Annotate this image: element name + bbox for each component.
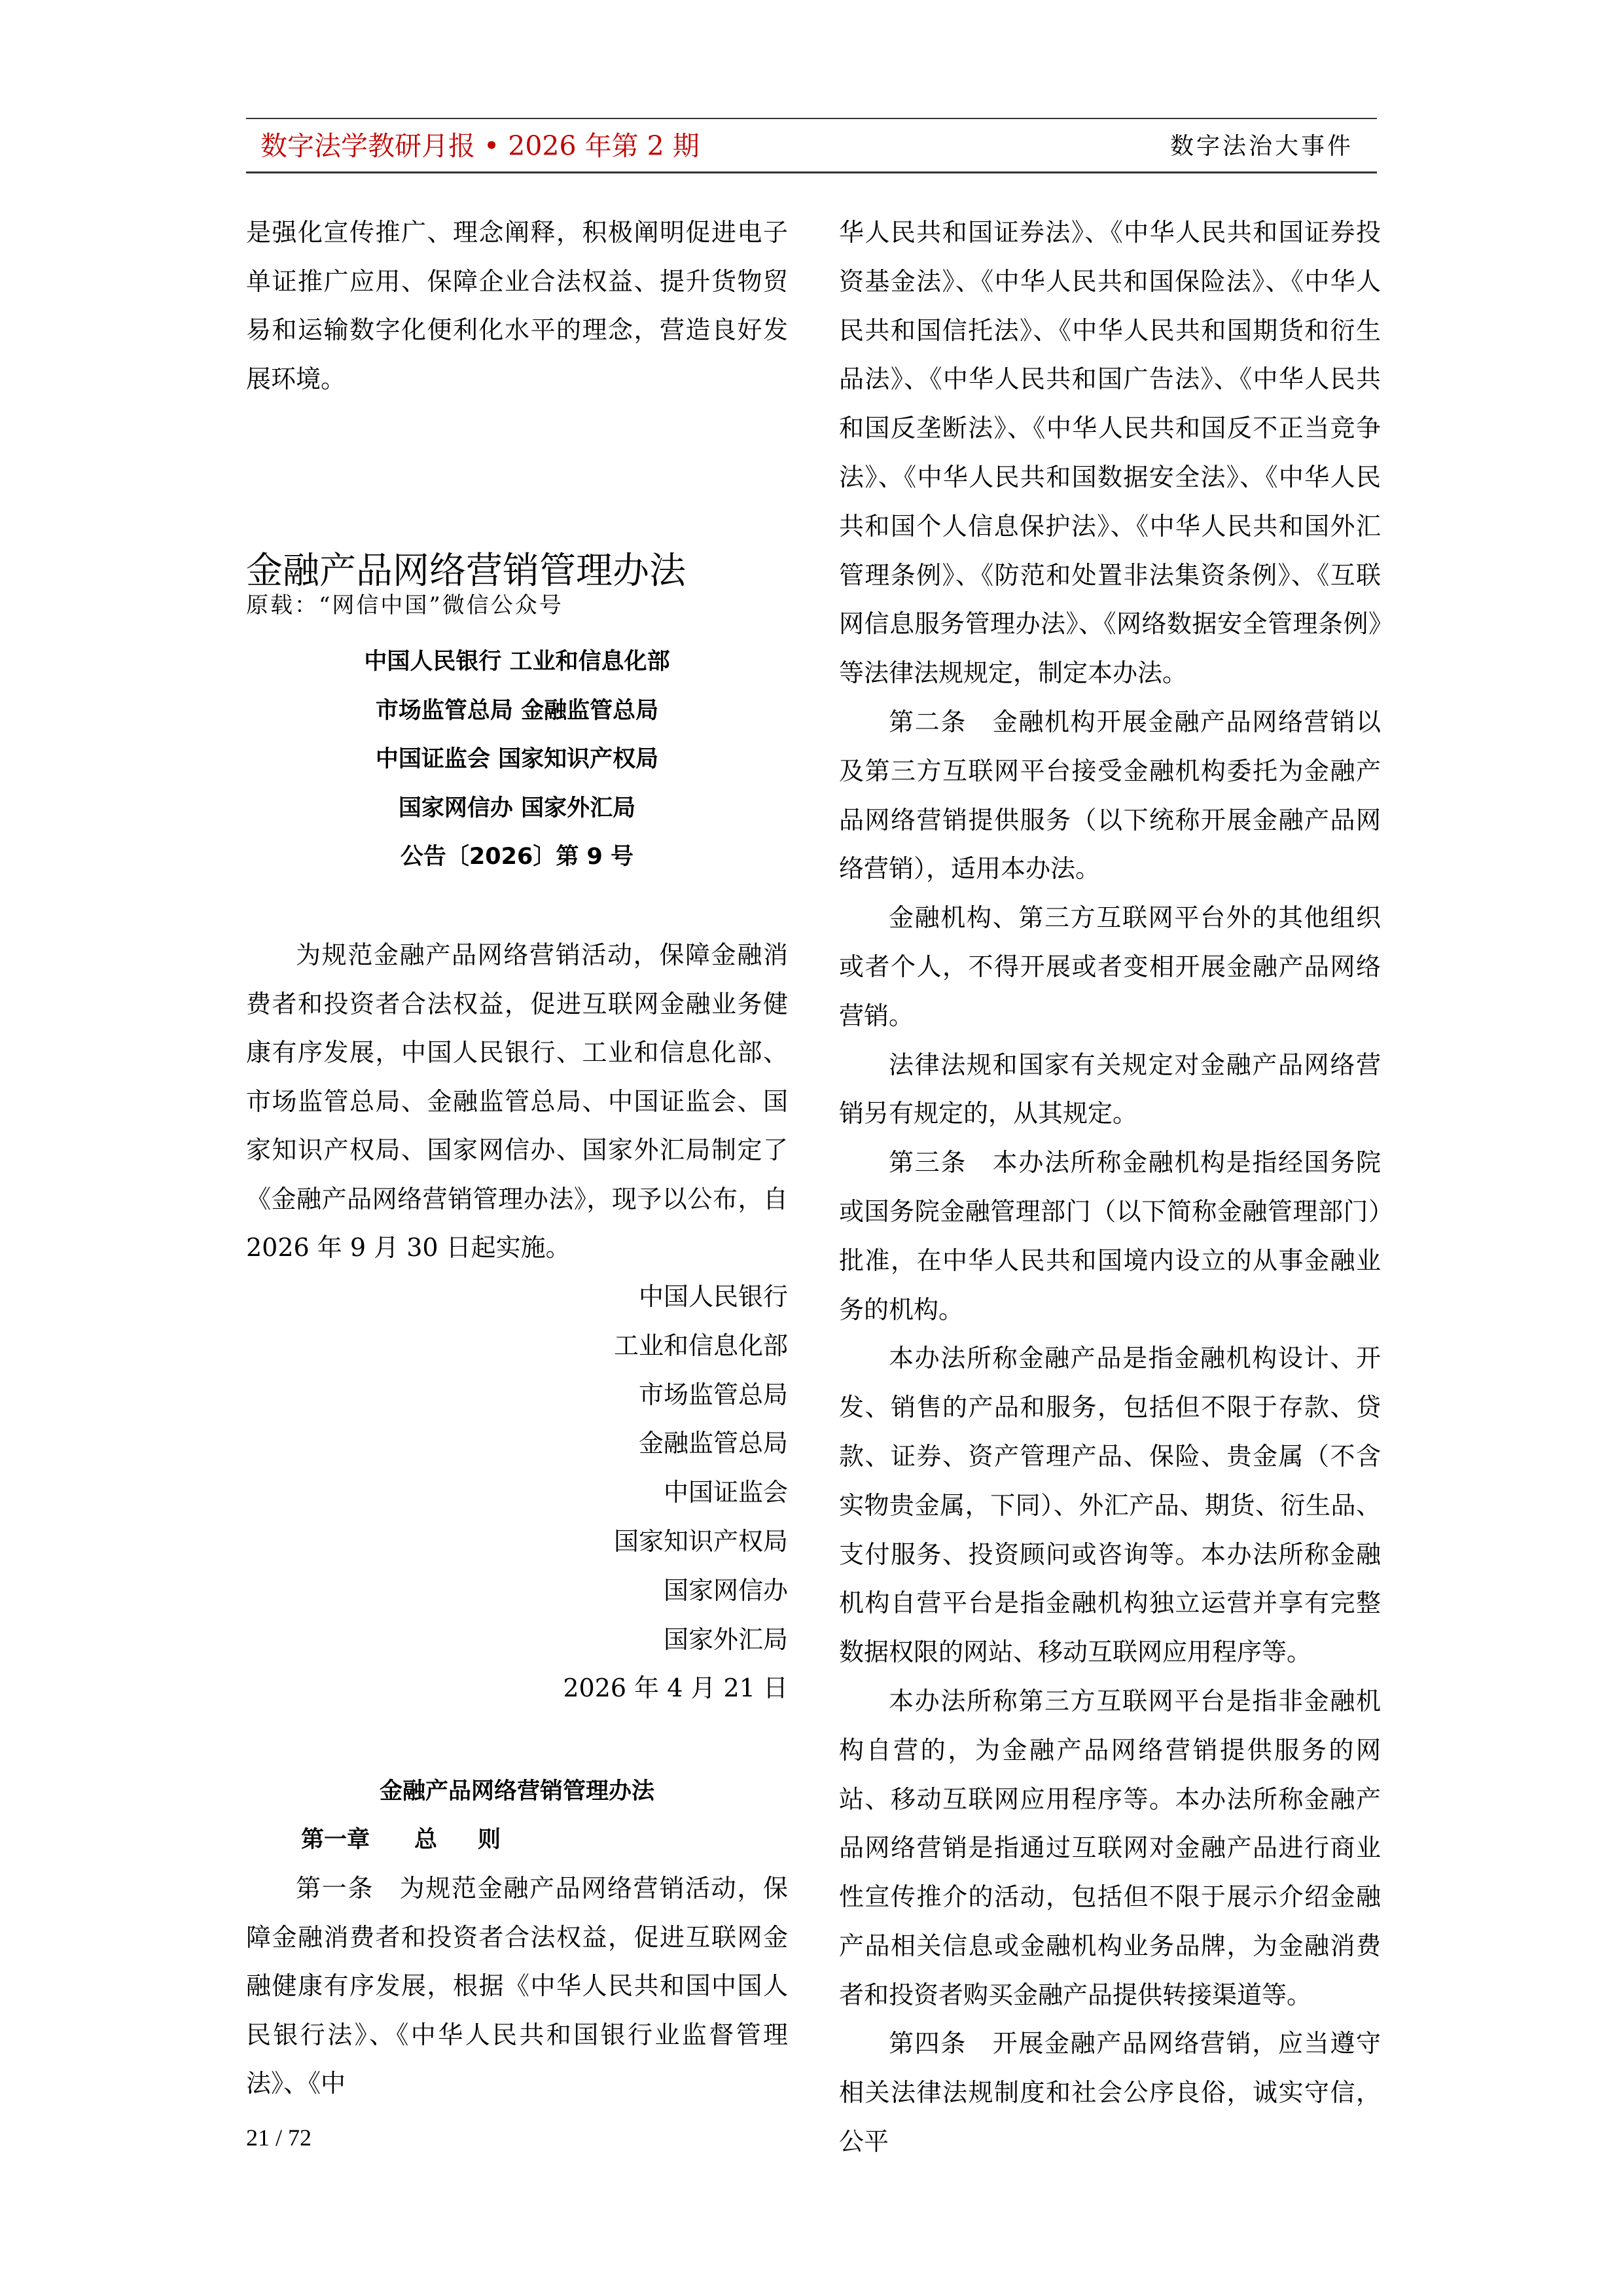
- article-1-paragraph: 第一条 为规范金融产品网络营销活动，保障金融消费者和投资者合法权益，促进互联网金融健康有序发展，根据《中华人民共和国中国人民银行法》、《中华人民共和国银行业监督管理法》、《中: [246, 1874, 788, 2098]
- page-header: [246, 118, 1377, 173]
- journal-title: 数字法学教研月报 • 2026 年第 2 期: [260, 130, 700, 162]
- source-line: 原载：“网信中国”微信公众号: [246, 592, 563, 619]
- signer: 国家知识产权局: [613, 1526, 788, 1556]
- signer: 国家网信办: [663, 1575, 788, 1605]
- signer: 国家外汇局: [663, 1624, 788, 1654]
- issuer-block: [246, 637, 788, 882]
- chapter-name: 总则: [414, 1827, 542, 1853]
- body-paragraph: 本办法所称金融产品是指金融机构设计、开发、销售的产品和服务，包括但不限于存款、贷款、证券、资产管理产品、保险、贵金属（不含实物贵金属，下同）、外汇产品、期货、衍生品、支付服务、投资顾问或咨询等。本办法所称金融机构自营平台是指金融机构独立运营并享有完整数据权限的网站、移动互联网应用程序等。: [839, 1344, 1381, 1667]
- law-body-left: [246, 1864, 788, 2108]
- body-paragraph: 华人民共和国证券法》、《中华人民共和国证券投资基金法》、《中华人民共和国保险法》、《中华人民共和国信托法》、《中华人民共和国期货和衍生品法》、《中华人民共和国广告法》、《中华人民共和国反垄断法》、《中华人民共和国反不正当竞争法》、《中华人民共和国数据安全法》、《中华人民共和国个人信息保护法》、《中华人民共和国外汇管理条例》、《防范和处置非法集资条例》、《互联网信息服务管理办法》、《网络数据安全管理条例》等法律法规规定，制定本办法。: [839, 218, 1381, 688]
- body-paragraph: 第二条 金融机构开展金融产品网络营销以及第三方互联网平台接受金融机构委托为金融产品网络营销提供服务（以下统称开展金融产品网络营销），适用本办法。: [839, 707, 1381, 884]
- continuation-paragraph: 是强化宣传推广、理念阐释，积极阐明促进电子单证推广应用、保障企业合法权益、提升货物贸易和运输数字化便利化水平的理念，营造良好发展环境。: [246, 218, 788, 393]
- preamble: [246, 931, 788, 1272]
- issuer-line: 市场监管总局 金融监管总局: [375, 697, 659, 724]
- sign-date: 2026 年 4 月 21 日: [563, 1674, 788, 1703]
- body-paragraph: 第四条 开展金融产品网络营销，应当遵守相关法律法规制度和社会公序良俗，诚实守信，公平: [839, 2029, 1381, 2157]
- chapter-heading: [246, 1816, 788, 1864]
- left-column: [246, 208, 788, 403]
- right-column: [839, 208, 1381, 2166]
- article-title: 金融产品网络营销管理办法: [246, 549, 686, 592]
- signer: 工业和信息化部: [613, 1331, 788, 1360]
- body-paragraph: 金融机构、第三方互联网平台外的其他组织或者个人，不得开展或者变相开展金融产品网络营销。: [839, 903, 1381, 1030]
- header-top-rule: [246, 118, 1377, 119]
- body-paragraph: 本办法所称第三方互联网平台是指非金融机构自营的，为金融产品网络营销提供服务的网站、移动互联网应用程序等。本办法所称金融产品网络营销是指通过互联网对金融产品进行商业性宣传推介的活动，包括但不限于展示介绍金融产品相关信息或金融机构业务品牌，为金融消费者和投资者购买金融产品提供转接渠道等。: [839, 1686, 1381, 2009]
- chapter-number: 第一章: [301, 1827, 370, 1853]
- section-label: 数字法治大事件: [1169, 133, 1353, 160]
- announcement-number: 公告〔2026〕第 9 号: [400, 844, 634, 870]
- body-paragraph: 第三条 本办法所称金融机构是指经国务院或国务院金融管理部门（以下简称金融管理部门）批准，在中华人民共和国境内设立的从事金融业务的机构。: [839, 1148, 1381, 1324]
- preamble-paragraph: 为规范金融产品网络营销活动，保障金融消费者和投资者合法权益，促进互联网金融业务健康有序发展，中国人民银行、工业和信息化部、市场监管总局、金融监管总局、中国证监会、国家知识产权局、国家网信办、国家外汇局制定了《金融产品网络营销管理办法》，现予以公布，自 2026 年 9 月 30 日起实施。: [246, 941, 788, 1262]
- header-bottom-rule: [246, 171, 1377, 173]
- page-number: 21 / 72: [246, 2125, 312, 2151]
- signer: 中国人民银行: [638, 1282, 788, 1311]
- signer-block: [246, 1272, 788, 1713]
- issuer-line: 中国证监会 国家知识产权局: [375, 746, 659, 772]
- issuer-line: 中国人民银行 工业和信息化部: [364, 649, 670, 675]
- law-title: 金融产品网络营销管理办法: [379, 1778, 654, 1804]
- signer: 金融监管总局: [638, 1429, 788, 1458]
- signer: 中国证监会: [663, 1478, 788, 1507]
- signer: 市场监管总局: [638, 1380, 788, 1409]
- body-paragraph: 法律法规和国家有关规定对金融产品网络营销另有规定的，从其规定。: [839, 1050, 1381, 1128]
- issuer-line: 国家网信办 国家外汇局: [398, 795, 636, 821]
